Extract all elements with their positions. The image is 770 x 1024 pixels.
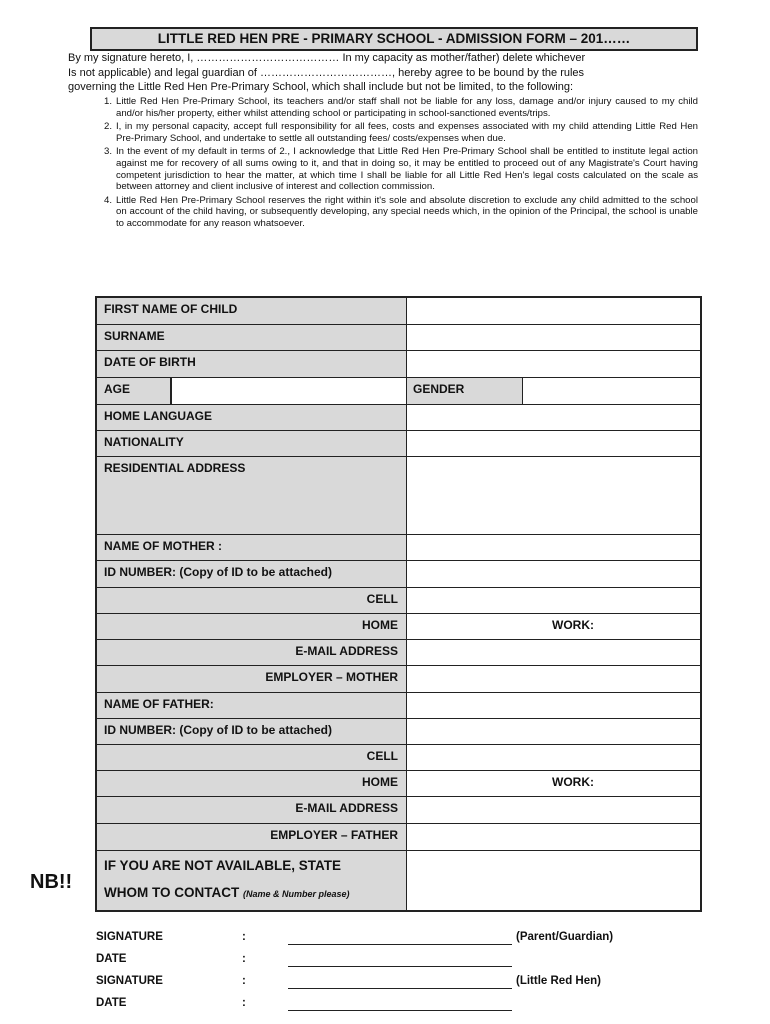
mother-email-field[interactable] — [407, 640, 700, 665]
clause-item — [103, 146, 698, 193]
school-date-row — [96, 997, 696, 1017]
nationality-label: NATIONALITY — [97, 431, 407, 456]
first-name-label: FIRST NAME OF CHILD — [97, 298, 407, 324]
mother-id-label: ID NUMBER: (Copy of ID to be attached) — [97, 561, 407, 587]
father-id-label: ID NUMBER: (Copy of ID to be attached) — [97, 719, 407, 744]
colon: : — [242, 975, 246, 987]
clause-text: In the event of my default in terms of 2., I acknowledge that Little Red Hen Pre-Primary School shall be entitled to institute legal action against me for recovery of all sums owing to it, and that in doing so, it may be entitled to proceed out of any Magistrate's Court having competent jurisdiction to hear the matter, at which time I shall be liable for all Little Red Hen's legal costs calculated on the scale as between attorney and client inclusive of interest and collection commission. — [116, 146, 698, 193]
little-red-hen-note: (Little Red Hen) — [516, 975, 601, 987]
age-label: AGE — [97, 378, 171, 404]
father-email-row — [97, 797, 700, 824]
parent-guardian-note: (Parent/Guardian) — [516, 931, 614, 943]
nationality-field[interactable] — [407, 431, 700, 456]
father-id-field[interactable] — [407, 719, 700, 744]
emergency-contact-line1: IF YOU ARE NOT AVAILABLE, STATE — [104, 858, 342, 873]
colon: : — [242, 997, 246, 1009]
mother-home-label: HOME — [97, 614, 407, 639]
father-home-label: HOME — [97, 771, 407, 796]
employer-mother-field[interactable] — [407, 666, 700, 692]
father-work-label: WORK: — [552, 775, 594, 789]
clause-list — [103, 96, 698, 232]
mother-id-field[interactable] — [407, 561, 700, 587]
age-gender-row — [97, 378, 700, 405]
parent-date-row — [96, 953, 696, 973]
intro-paragraph — [68, 51, 700, 95]
parent-date-line[interactable] — [288, 953, 512, 967]
colon: : — [242, 931, 246, 943]
surname-field[interactable] — [407, 325, 700, 350]
school-signature-line[interactable] — [288, 975, 512, 989]
parent-signature-row — [96, 931, 696, 951]
address-label: RESIDENTIAL ADDRESS — [97, 457, 407, 534]
father-name-row — [97, 693, 700, 719]
clause-item — [103, 96, 698, 119]
date-label: DATE — [96, 997, 127, 1009]
intro-line: governing the Little Red Hen Pre-Primary School, which shall include but not be limited, to the following: — [68, 81, 574, 93]
father-home-row — [97, 771, 700, 797]
clause-text: Little Red Hen Pre-Primary School reserves the right within it's sole and absolute discretion to exclude any child admitted to the school on account of the child having, or subsequently developing, any special needs which, in the opinion of the Principal, the school is unable to accommodate for any reason whatsoever. — [116, 194, 698, 229]
mother-home-row — [97, 614, 700, 640]
clause-number: 1. — [103, 96, 112, 107]
mother-home-field[interactable] — [407, 614, 700, 639]
clause-text: Little Red Hen Pre-Primary School, its teachers and/or staff shall not be liable for any loss, damage and/or injury caused to my child and/or his/her property, either whilst attending school or participating in school-sanctioned events/trips. — [116, 96, 698, 119]
mother-id-row — [97, 561, 700, 588]
clause-number: 3. — [103, 146, 112, 158]
mother-email-row — [97, 640, 700, 666]
school-date-line[interactable] — [288, 997, 512, 1011]
school-signature-row — [96, 975, 696, 995]
admission-form-table — [95, 296, 702, 912]
emergency-contact-row — [97, 851, 700, 910]
father-cell-row — [97, 745, 700, 771]
address-field[interactable] — [407, 457, 700, 534]
employer-father-field[interactable] — [407, 824, 700, 850]
form-title: LITTLE RED HEN PRE - PRIMARY SCHOOL - ADMISSION FORM – 201…… — [90, 27, 698, 51]
father-id-row — [97, 719, 700, 745]
signature-label: SIGNATURE — [96, 931, 163, 943]
mother-cell-label: CELL — [97, 588, 407, 613]
employer-mother-label: EMPLOYER – MOTHER — [97, 666, 407, 692]
signature-label: SIGNATURE — [96, 975, 163, 987]
parent-signature-line[interactable] — [288, 931, 512, 945]
dob-row — [97, 351, 700, 378]
emergency-contact-note: (Name & Number please) — [243, 889, 350, 899]
gender-label: GENDER — [407, 378, 523, 404]
first-name-field[interactable] — [407, 298, 700, 324]
employer-mother-row — [97, 666, 700, 693]
clause-text: I, in my personal capacity, accept full responsibility for all fees, costs and expenses associated with my child attending Little Red Hen Pre-Primary School, and undertake to settle all outstanding fees/ costs/expenses when due. — [116, 121, 698, 144]
emergency-contact-line2 — [104, 879, 406, 908]
nationality-row — [97, 431, 700, 457]
home-language-label: HOME LANGUAGE — [97, 405, 407, 430]
father-home-field[interactable] — [407, 771, 700, 796]
dob-label: DATE OF BIRTH — [97, 351, 407, 377]
address-row — [97, 457, 700, 535]
mother-email-label: E-MAIL ADDRESS — [97, 640, 407, 665]
colon: : — [242, 953, 246, 965]
emergency-contact-field[interactable] — [407, 851, 700, 910]
father-cell-field[interactable] — [407, 745, 700, 770]
mother-name-row — [97, 535, 700, 561]
mother-work-label: WORK: — [552, 618, 594, 632]
employer-father-row — [97, 824, 700, 851]
first-name-row — [97, 298, 700, 325]
mother-name-field[interactable] — [407, 535, 700, 560]
clause-number: 2. — [103, 121, 112, 133]
father-email-field[interactable] — [407, 797, 700, 823]
father-cell-label: CELL — [97, 745, 407, 770]
dob-field[interactable] — [407, 351, 700, 377]
home-language-row — [97, 405, 700, 431]
employer-father-label: EMPLOYER – FATHER — [97, 824, 407, 850]
mother-cell-row — [97, 588, 700, 614]
mother-name-label: NAME OF MOTHER : — [97, 535, 407, 560]
gender-field[interactable] — [523, 378, 700, 404]
emergency-contact-label — [97, 851, 407, 910]
father-email-label: E-MAIL ADDRESS — [97, 797, 407, 823]
surname-row — [97, 325, 700, 351]
intro-line: Is not applicable) and legal guardian of ………………………………, hereby agree to be bound by the rules — [68, 66, 585, 79]
father-name-field[interactable] — [407, 693, 700, 718]
intro-line: By my signature hereto, I, ………………………………… In my capacity as mother/father) delete whichever — [68, 52, 586, 64]
father-name-label: NAME OF FATHER: — [97, 693, 407, 718]
clause-item — [103, 121, 698, 144]
surname-label: SURNAME — [97, 325, 407, 350]
mother-cell-field[interactable] — [407, 588, 700, 613]
clause-item — [103, 194, 698, 230]
date-label: DATE — [96, 953, 127, 965]
age-field[interactable] — [171, 378, 407, 404]
clause-number: 4. — [103, 194, 112, 206]
emergency-contact-heading: WHOM TO CONTACT — [104, 885, 240, 900]
nb-label: NB!! — [30, 871, 73, 893]
home-language-field[interactable] — [407, 405, 700, 430]
